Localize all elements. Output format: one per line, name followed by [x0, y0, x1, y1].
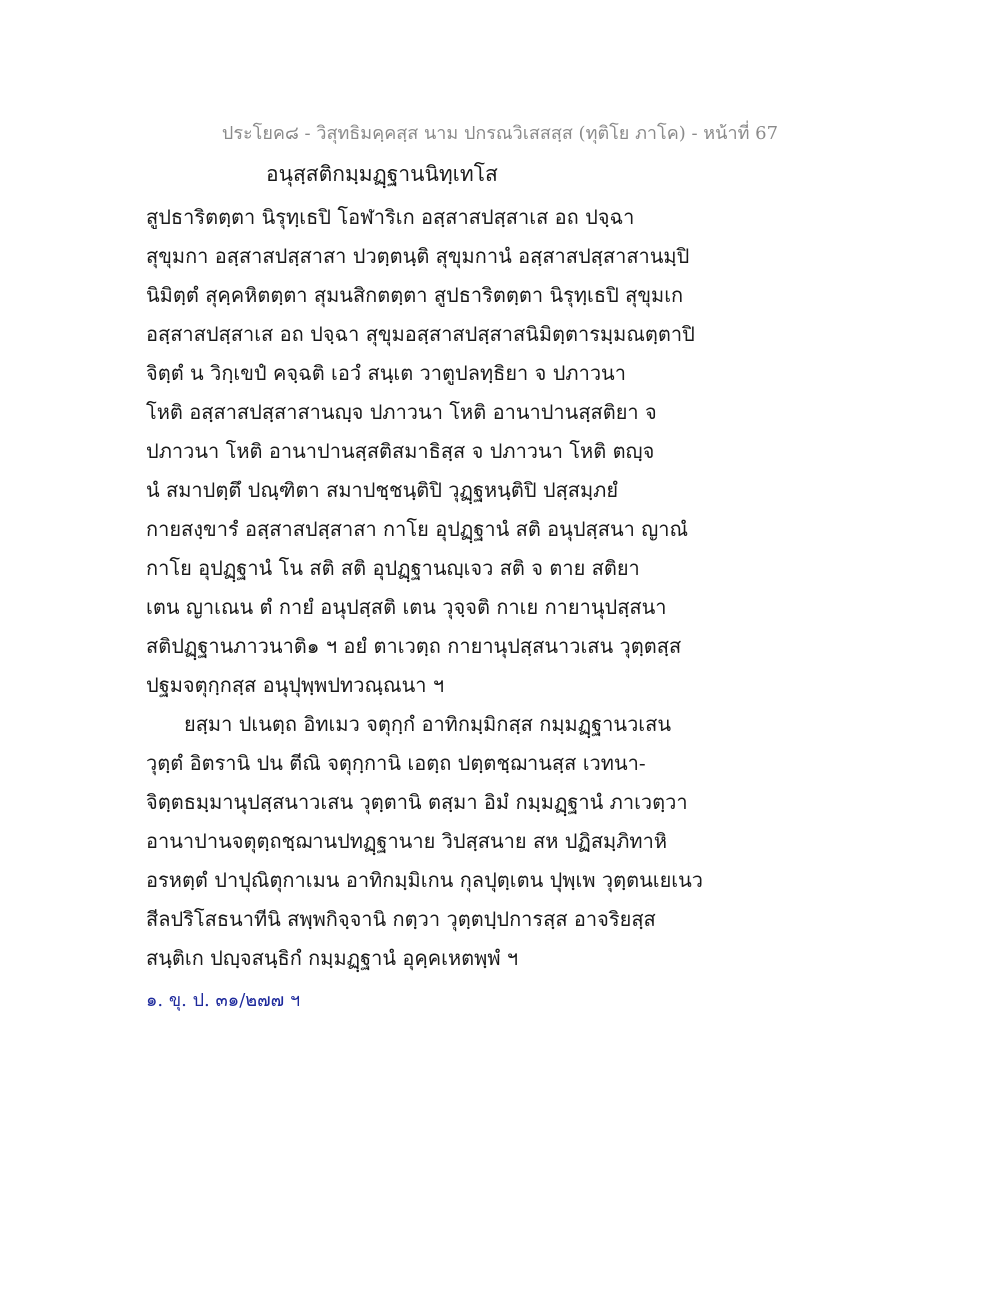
text-line: จิตฺตํ น วิกฺเขปํ คจฺฉติ เอวํ สนฺเต วาตูปลทฺธิยา จ ปภาวนา	[146, 361, 626, 385]
text-line: อสฺสาสปสฺสาเส อถ ปจฺฉา สุขุมอสฺสาสปสฺสาสนิมิตฺตารมฺมณตฺตาปิ	[146, 322, 695, 346]
paragraph-2	[146, 705, 706, 978]
text-line: นํ สมาปตฺตึ ปณฺฑิตา สมาปชฺชนฺติปิ วุฏฺฐหนฺติปิ ปสฺสมฺภยํ	[146, 478, 619, 502]
text-line: อานาปานจตุตฺถชฺฌานปทฏฺฐานาย วิปสฺสนาย สห ปฏิสมฺภิทาหิ	[146, 829, 668, 853]
text-line: กาโย อุปฏฺฐานํ โน สติ สติ อุปฏฺฐานญฺเจว สติ จ ตาย สติยา	[146, 556, 640, 580]
text-line: สุขุมกา อสฺสาสปสฺสาสา ปวตฺตนฺติ สุขุมกานํ อสฺสาสปสฺสาสานมฺปิ	[146, 244, 690, 268]
text-line: โหติ อสฺสาสปสฺสาสานญฺจ ปภาวนา โหติ อานาปานสฺสติยา จ	[146, 400, 657, 424]
section-heading: อนุสฺสติกมฺมฏฺฐานนิทฺเทโส	[266, 162, 498, 186]
text-line: วุตฺตํ อิตรานิ ปน ตีณิ จตุกฺกานิ เอตฺถ ปตฺตชฺฌานสฺส เวทนา-	[146, 751, 646, 775]
paragraph-1	[146, 198, 706, 705]
running-header: ประโยค๘ - วิสุทธิมคฺคสฺส นาม ปกรณวิเสสสฺส (ทุติโย ภาโค) - หน้าที่ 67	[221, 123, 779, 144]
text-line: นิมิตฺตํ สุคฺคหิตตฺตา สุมนสิกตตฺตา สูปธาริตตฺตา นิรุทฺเธปิ สุขุมเก	[146, 283, 684, 307]
text-line: ปภาวนา โหติ อานาปานสฺสติสมาธิสฺส จ ปภาวนา โหติ ตญฺจ	[146, 439, 655, 463]
text-line: ปฐมจตุกฺกสฺส อนุปุพฺพปทวณฺณนา ฯ	[146, 673, 445, 697]
text-line: กายสงฺขารํ อสฺสาสปสฺสาสา กาโย อุปฏฺฐานํ สติ อนุปสฺสนา ญาณํ	[146, 517, 689, 541]
text-line: ยสฺมา ปเนตฺถ อิทเมว จตุกฺกํ อาทิกมฺมิกสฺส กมฺมฏฺฐานวเสน	[184, 712, 672, 736]
text-line: สนฺติเก ปญฺจสนฺธิกํ กมฺมฏฺฐานํ อุคฺคเหตพฺพํ ฯ	[146, 946, 519, 970]
text-line: สติปฏฺฐานภาวนาติ๑ ฯ อยํ ตาเวตฺถ กายานุปสฺสนาวเสน วุตฺตสฺส	[146, 634, 682, 658]
text-line: จิตฺตธมฺมานุปสฺสนาวเสน วุตฺตานิ ตสฺมา อิมํ กมฺมฏฺฐานํ ภาเวตฺวา	[146, 790, 688, 814]
text-line: สีลปริโสธนาทีนิ สพฺพกิจฺจานิ กตฺวา วุตฺตปฺปการสฺส อาจริยสฺส	[146, 907, 656, 931]
body-text	[146, 198, 706, 978]
text-line: เตน ญาเณน ตํ กายํ อนุปสฺสติ เตน วุจฺจติ กาเย กายานุปสฺสนา	[146, 595, 667, 619]
footnote: ๑. ขุ. ป. ๓๑/๒๗๗ ฯ	[146, 990, 301, 1011]
text-line: อรหตฺตํ ปาปุณิตุกาเมน อาทิกมฺมิเกน กุลปุตฺเตน ปุพฺเพ วุตฺตนเยเนว	[146, 868, 704, 892]
text-line: สูปธาริตตฺตา นิรุทฺเธปิ โอฬาริเก อสฺสาสปสฺสาเส อถ ปจฺฉา	[146, 205, 635, 229]
